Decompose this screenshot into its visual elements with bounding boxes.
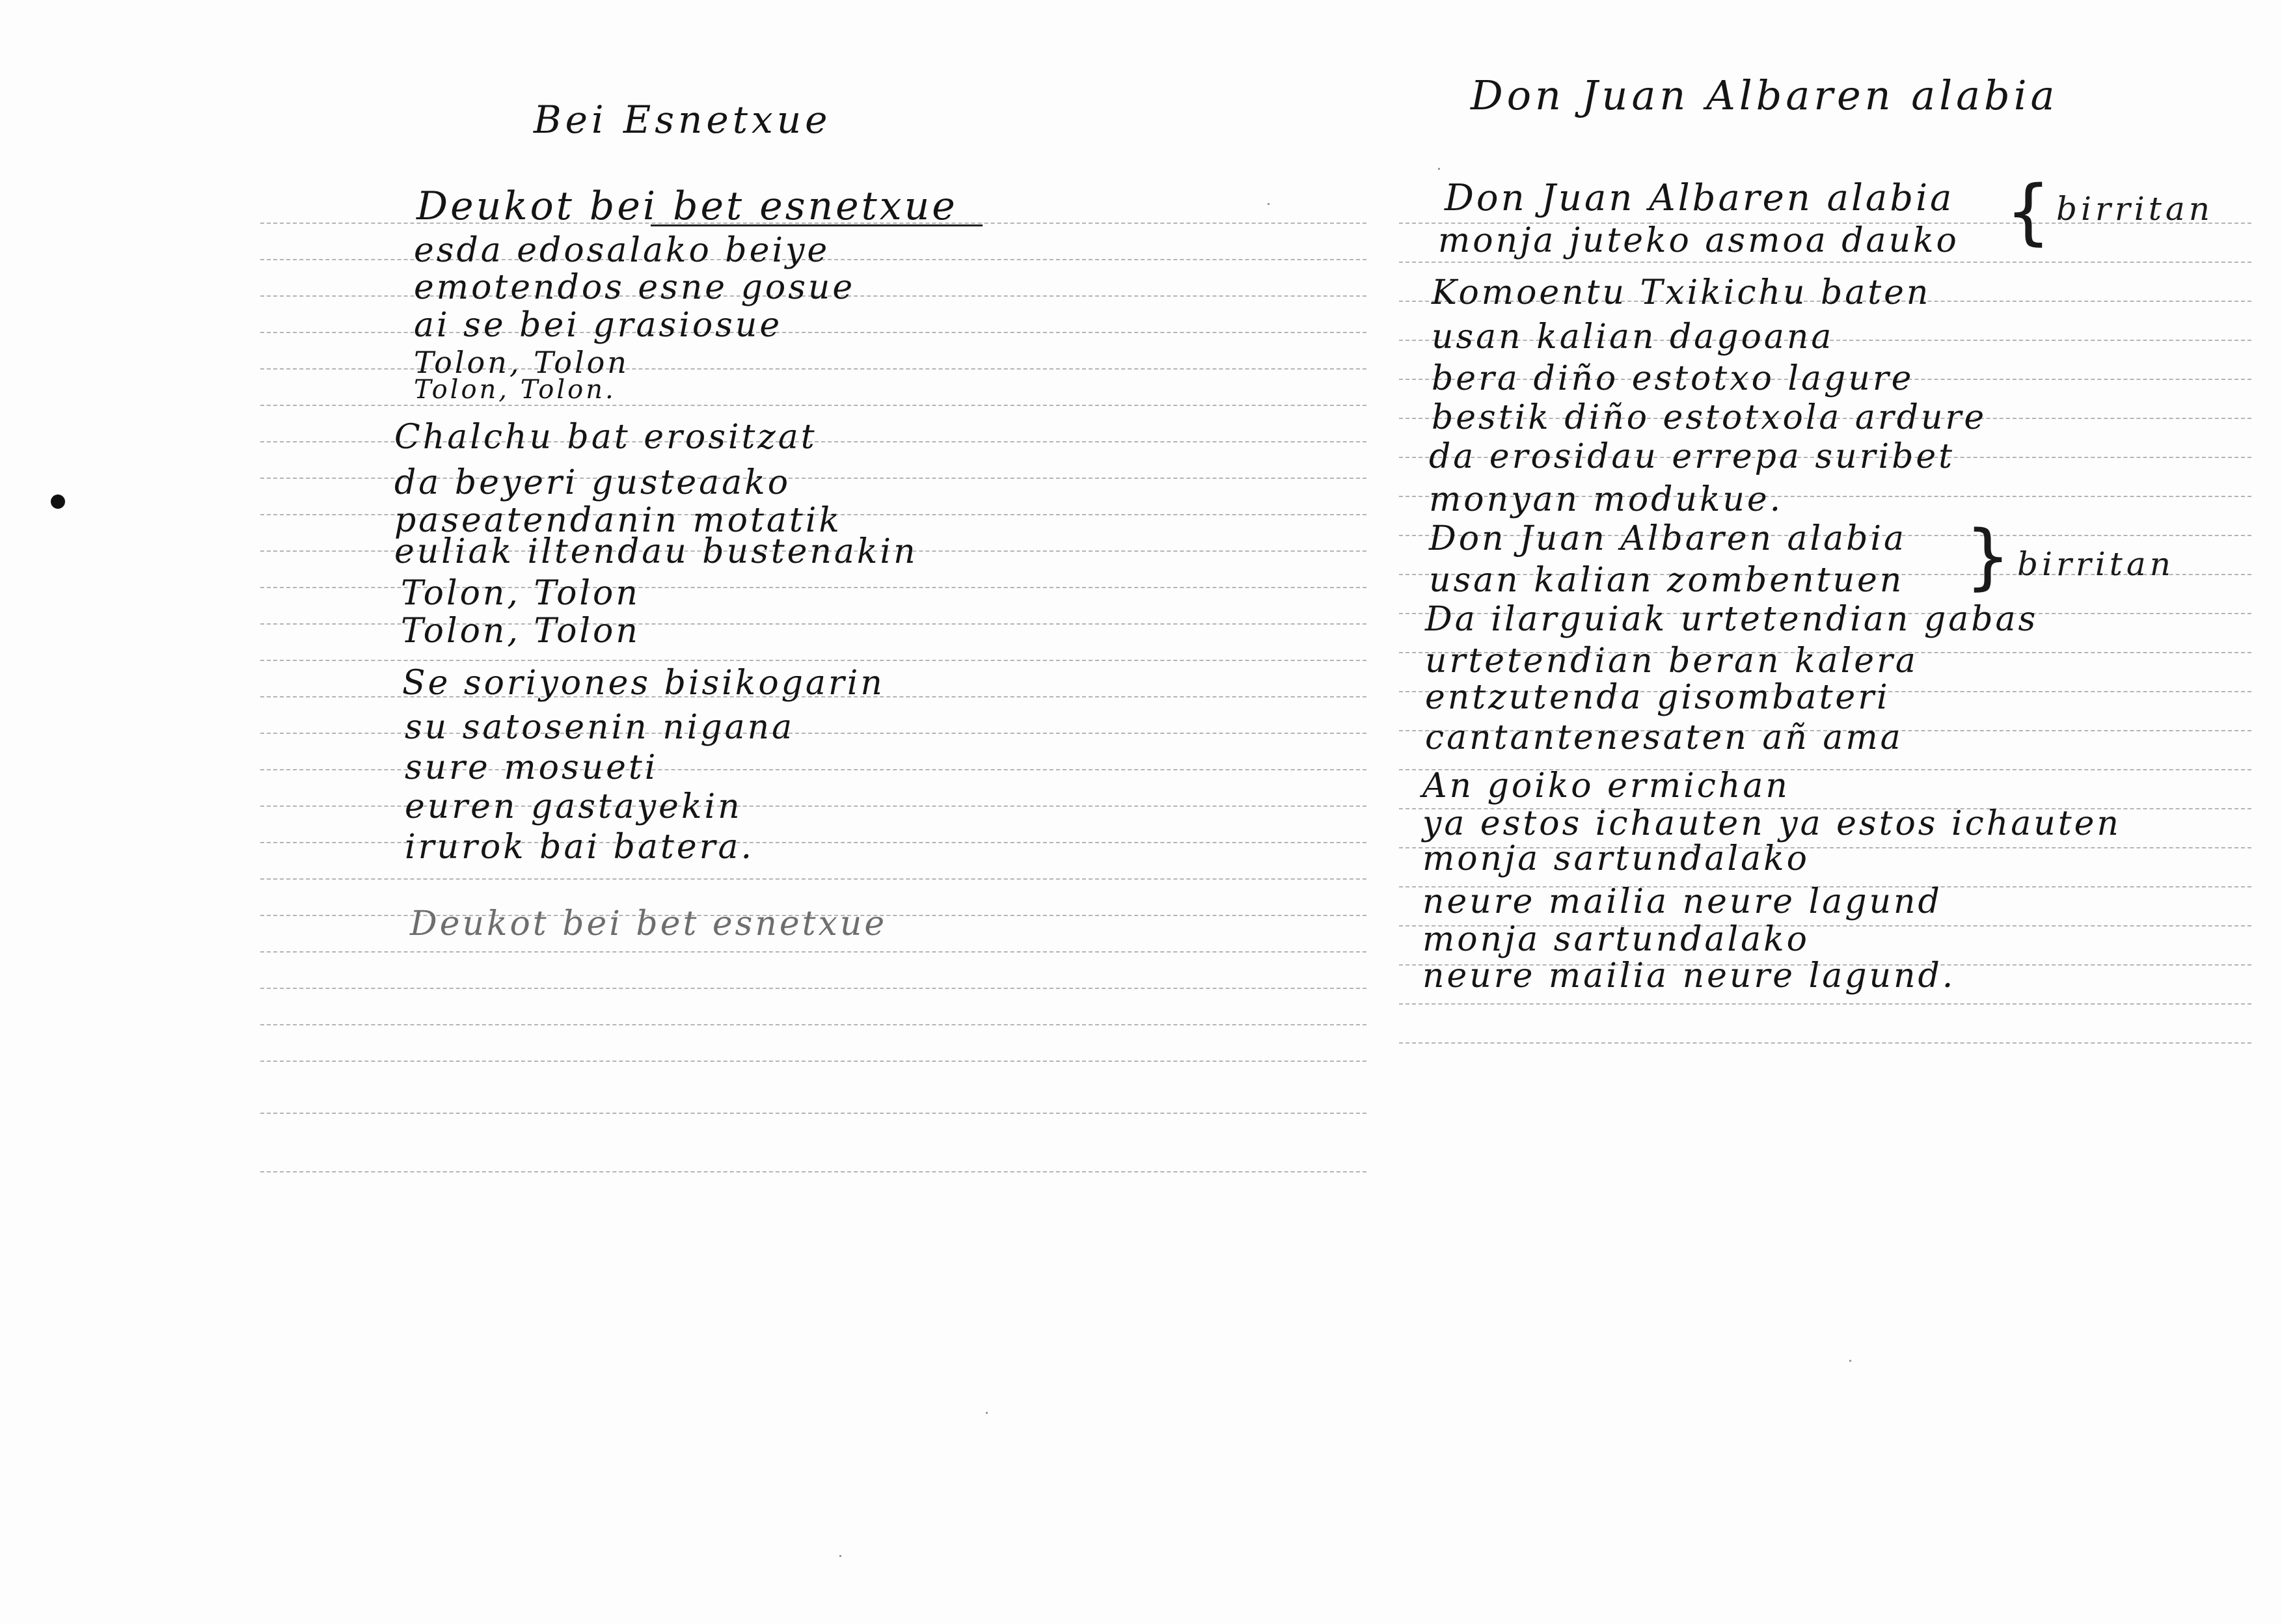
poem-line: monja juteko asmoa dauko (1438, 221, 1959, 260)
line-underline (651, 224, 983, 226)
ruled-line (260, 1061, 1366, 1062)
poem-line: ya estos ichauten ya estos ichauten (1422, 804, 2121, 843)
poem-line: Da ilarguiak urtetendian gabas (1425, 600, 2039, 639)
ruled-line (1399, 1042, 2251, 1044)
ruled-line (1399, 1003, 2251, 1005)
brace-mark: { (2005, 170, 2051, 253)
poem-line: entzutenda gisombateri (1425, 678, 1890, 717)
brace-mark: } (1965, 515, 2011, 598)
poem-line: ai se bei grasiosue (414, 306, 783, 345)
poem-line: An goiko ermichan (1422, 766, 1790, 805)
margin-note: birritan (2017, 545, 2175, 583)
poem-line: Tolon, Tolon (414, 345, 629, 380)
poem-line: usan kalian dagoana (1432, 318, 1834, 357)
ruled-line (260, 1171, 1366, 1172)
ruled-line (260, 660, 1366, 661)
ink-speck (1438, 168, 1440, 170)
poem-line: emotendos esne gosue (414, 268, 856, 307)
poem-line: bestik diño estotxola ardure (1432, 398, 1987, 437)
poem-line: euliak iltendau bustenakin (394, 532, 918, 571)
poem-line: da erosidau errepa suribet (1429, 437, 1955, 476)
ruled-line (1399, 262, 2251, 263)
poem-line: Don Juan Albaren alabia (1445, 177, 1955, 219)
poem-line: monyan modukue. (1429, 480, 1784, 519)
right-poem-title: Don Juan Albaren alabia (1471, 72, 2059, 119)
poem-line: monja sartundalako (1422, 920, 1810, 959)
poem-line: urtetendian beran kalera (1425, 642, 1918, 681)
poem-line: su satosenin nigana (405, 708, 795, 747)
poem-line: neure mailia neure lagund (1422, 882, 1942, 921)
poem-line: sure mosueti (405, 748, 659, 787)
poem-line: monja sartundalako (1422, 839, 1810, 878)
poem-line: paseatendanin motatik (394, 501, 842, 540)
poem-line: da beyeri gusteaako (394, 463, 791, 502)
poem-line: Chalchu bat erositzat (394, 418, 817, 457)
ruled-line (260, 988, 1366, 989)
ink-dot (51, 494, 65, 509)
poem-line: neure mailia neure lagund. (1422, 956, 1956, 995)
ruled-line (260, 1024, 1366, 1025)
ruled-line (260, 878, 1366, 880)
poem-line: Don Juan Albaren alabia (1429, 519, 1907, 558)
margin-note: birritan (2056, 190, 2214, 228)
poem-line: Se soriyones bisikogarin (402, 664, 885, 703)
poem-line: Tolon, Tolon. (414, 375, 616, 405)
poem-line: euren gastayekin (405, 787, 742, 826)
ink-speck (986, 1412, 988, 1414)
poem-line-faded: Deukot bei bet esnetxue (410, 904, 888, 943)
poem-line: cantantenesaten añ ama (1425, 718, 1903, 757)
poem-line: bera diño estotxo lagure (1432, 359, 1914, 398)
ruled-line (260, 405, 1366, 406)
ruled-line (260, 1113, 1366, 1114)
poem-line: Komoentu Txikichu baten (1432, 273, 1931, 312)
poem-line: Tolon, Tolon (401, 612, 640, 651)
poem-line: usan kalian zombentuen (1429, 561, 1905, 600)
ink-speck (839, 1555, 841, 1557)
poem-line: esda edosalako beiye (414, 231, 830, 270)
left-poem-title: Bei Esnetxue (534, 98, 832, 142)
ink-speck (1268, 203, 1270, 205)
poem-line: Deukot bei bet esnetxue (416, 183, 958, 229)
poem-line: Tolon, Tolon (401, 574, 640, 613)
poem-line: irurok bai batera. (405, 828, 754, 867)
ink-speck (1849, 1360, 1851, 1362)
ruled-line (260, 951, 1366, 953)
